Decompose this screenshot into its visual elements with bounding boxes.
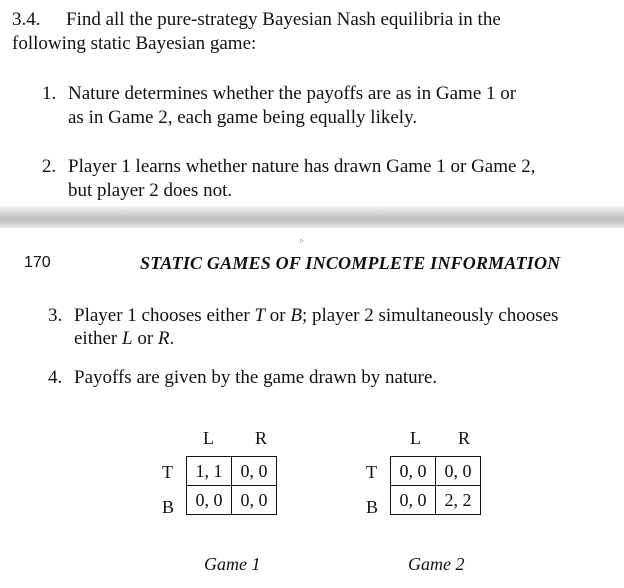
item-1-line-1: Nature determines whether the payoffs are as in Game 1 or	[68, 83, 517, 104]
game2-cell-TL: 0, 0	[391, 457, 436, 486]
game1-cell-TR: 0, 0	[232, 457, 277, 486]
item-2-line-1: Player 1 learns whether nature has drawn Game 1 or Game 2,	[68, 156, 536, 177]
game1-row-label-T: T	[162, 462, 173, 482]
game2-row-label-T: T	[366, 462, 377, 482]
game1-col-label-L: L	[203, 428, 214, 448]
item-2-line-2: but player 2 does not.	[68, 180, 233, 201]
game2-col-label-L: L	[410, 428, 421, 448]
item-3-line-2: either L or R.	[74, 328, 175, 349]
game2-col-label-R: R	[458, 428, 471, 448]
problem-line-2: following static Bayesian game:	[12, 33, 257, 54]
problem-number: 3.4.	[12, 9, 41, 30]
item-3-line-1: Player 1 chooses either T or B; player 2 simultaneously chooses	[74, 305, 559, 326]
item-2-number: 2.	[42, 156, 57, 177]
item-3-number: 3.	[48, 305, 63, 326]
game2-cell-BR: 2, 2	[436, 486, 481, 515]
game2-caption: Game 2	[408, 554, 465, 574]
scan-mark: ▹	[300, 236, 305, 245]
item-1-line-2: as in Game 2, each game being equally likely.	[68, 107, 418, 128]
item-4-line-1: Payoffs are given by the game drawn by nature.	[74, 367, 438, 388]
game1-cell-TL: 1, 1	[187, 457, 232, 486]
game1-payoff-matrix	[186, 456, 277, 515]
game1-cell-BL: 0, 0	[187, 486, 232, 515]
game1-caption: Game 1	[204, 554, 261, 574]
game2-row-label-B: B	[366, 497, 379, 517]
page-break-divider	[0, 206, 624, 228]
page-header-title: STATIC GAMES OF INCOMPLETE INFORMATION	[140, 253, 561, 273]
game1-col-label-R: R	[255, 428, 268, 448]
game1-row-label-B: B	[162, 497, 175, 517]
problem-line-1: Find all the pure-strategy Bayesian Nash equilibria in the	[66, 9, 501, 30]
page-number: 170	[24, 254, 51, 271]
game1-cell-BR: 0, 0	[232, 486, 277, 515]
game2-cell-BL: 0, 0	[391, 486, 436, 515]
game2-payoff-matrix	[390, 456, 481, 515]
item-4-number: 4.	[48, 367, 63, 388]
game2-cell-TR: 0, 0	[436, 457, 481, 486]
item-1-number: 1.	[42, 83, 57, 104]
